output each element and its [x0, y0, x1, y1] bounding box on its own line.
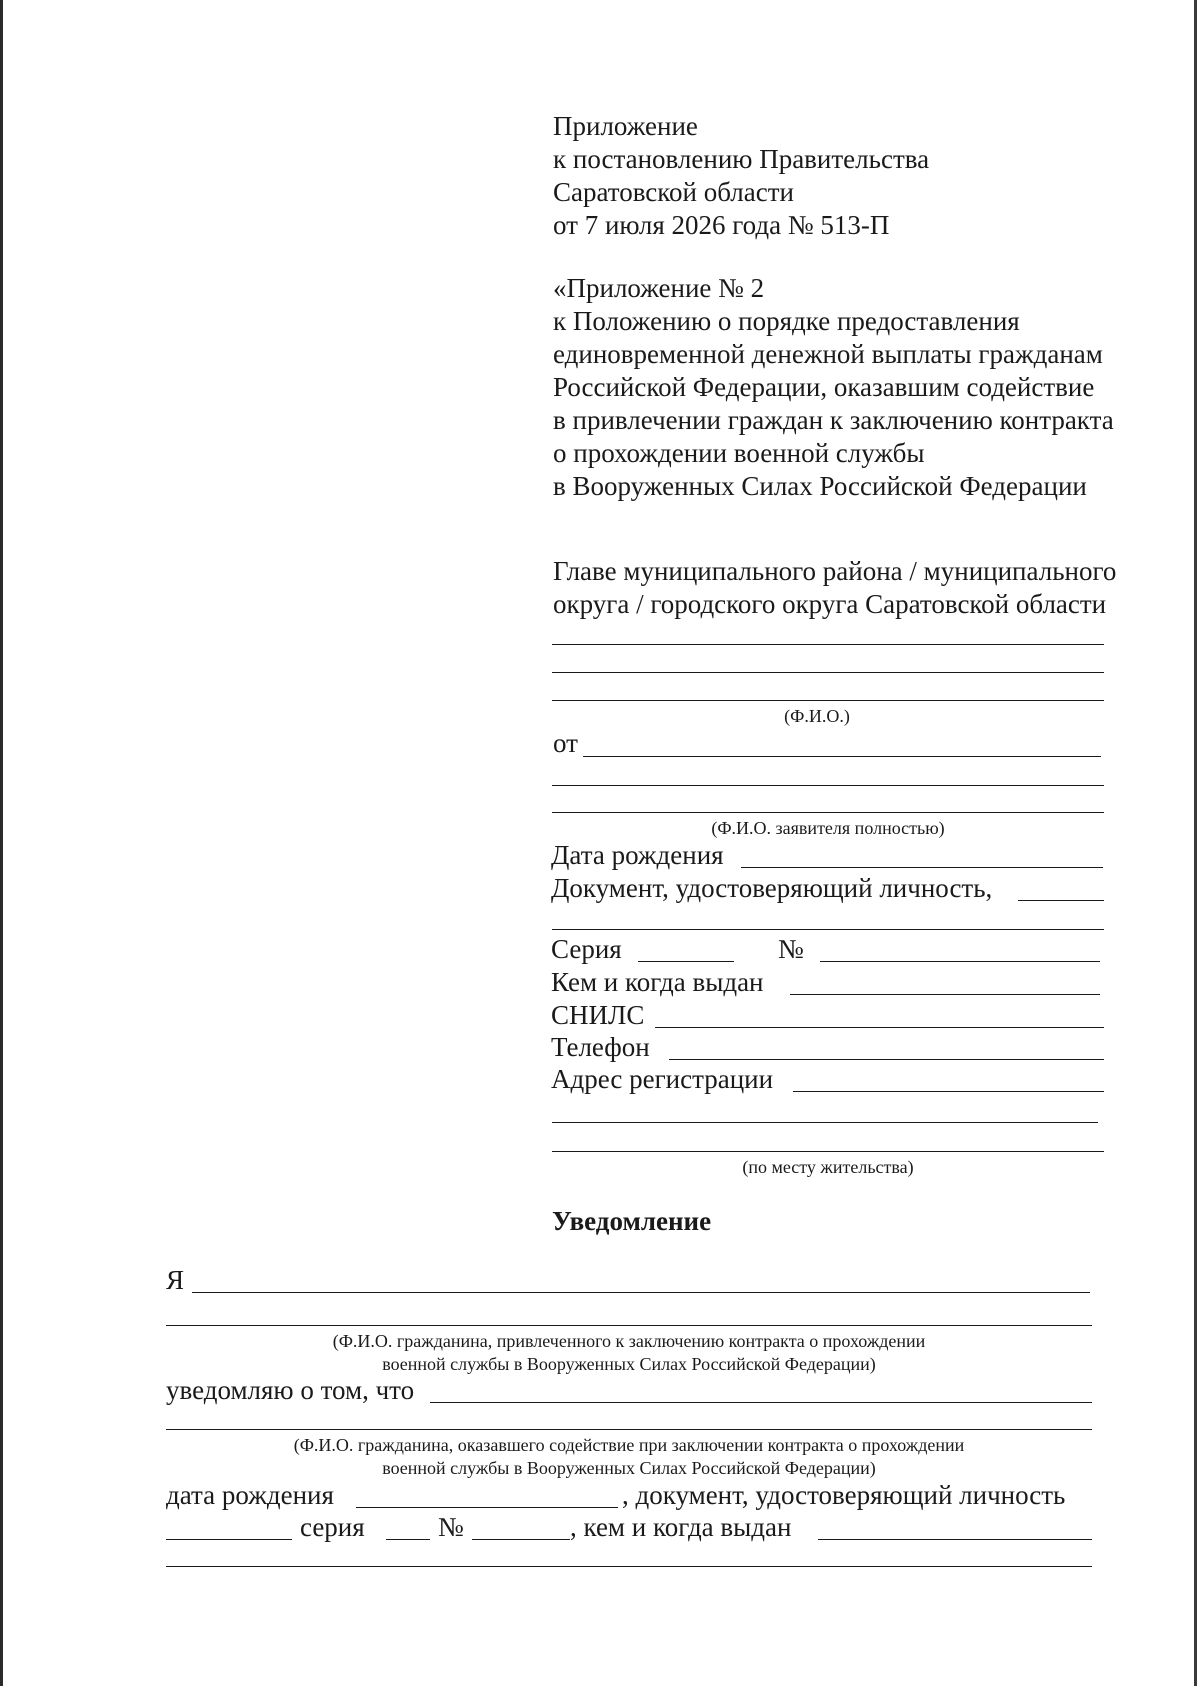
scan-left-edge — [0, 0, 3, 1686]
citizen-fio-blank[interactable] — [192, 1292, 1090, 1293]
header-line: к постановлению Правительства — [553, 144, 930, 174]
applicant-fio-blank[interactable] — [552, 785, 1104, 786]
header-line: от 7 июля 2026 года № 513-П — [553, 210, 890, 240]
header-line: Саратовской области — [553, 177, 794, 207]
notice-number-blank[interactable] — [472, 1539, 570, 1540]
notice-issued-blank[interactable] — [818, 1539, 1092, 1540]
identity-document-blank[interactable] — [1018, 900, 1104, 901]
issued-by-label: Кем и когда выдан — [551, 967, 764, 997]
applicant-fio-blank[interactable] — [552, 812, 1104, 813]
notice-document-blank[interactable] — [166, 1539, 292, 1540]
notice-issued-blank[interactable] — [166, 1566, 1092, 1567]
applicant-caption: (Ф.И.О. заявителя полностью) — [711, 818, 945, 838]
notify-label: уведомляю о том, что — [166, 1375, 415, 1405]
notice-series-blank[interactable] — [386, 1539, 430, 1540]
appendix-line: «Приложение № 2 — [553, 273, 765, 303]
citizen-caption: военной службы в Вооруженных Силах Российской Федерации) — [382, 1354, 876, 1374]
notice-birth-label: дата рождения — [166, 1480, 334, 1510]
appendix-line: о прохождении военной службы — [553, 438, 925, 468]
appendix-line: в привлечении граждан к заключению контракта — [553, 405, 1114, 435]
addressee-fio-blank[interactable] — [552, 672, 1104, 673]
citizen-fio-blank[interactable] — [166, 1325, 1092, 1326]
address-blank[interactable] — [793, 1091, 1104, 1092]
addressee-line: округа / городского округа Саратовской области — [553, 589, 1107, 619]
snils-blank[interactable] — [655, 1027, 1104, 1028]
identity-document-blank[interactable] — [552, 929, 1104, 930]
citizen-caption: (Ф.И.О. гражданина, привлеченного к заключению контракта о прохождении — [332, 1331, 926, 1351]
identity-document-label: Документ, удостоверяющий личность, — [551, 873, 993, 903]
scan-right-edge — [1194, 0, 1197, 1686]
applicant-fio-blank[interactable] — [583, 756, 1101, 757]
from-label: от — [553, 728, 578, 758]
notice-number-label: № — [438, 1512, 464, 1542]
i-label: Я — [166, 1265, 185, 1295]
assistant-caption: военной службы в Вооруженных Силах Российской Федерации) — [382, 1458, 876, 1478]
address-blank[interactable] — [552, 1151, 1104, 1152]
address-label: Адрес регистрации — [551, 1064, 774, 1094]
number-blank[interactable] — [820, 961, 1100, 962]
address-caption: (по месту жительства) — [742, 1157, 914, 1177]
number-label: № — [778, 934, 804, 964]
header-line: Приложение — [553, 111, 698, 141]
notice-birth-blank[interactable] — [356, 1507, 618, 1508]
issued-by-blank[interactable] — [790, 994, 1100, 995]
assistant-fio-blank[interactable] — [430, 1402, 1092, 1403]
appendix-line: в Вооруженных Силах Российской Федерации — [553, 471, 1087, 501]
phone-blank[interactable] — [669, 1059, 1104, 1060]
phone-label: Телефон — [551, 1032, 650, 1062]
series-blank[interactable] — [638, 961, 734, 962]
assistant-fio-blank[interactable] — [166, 1429, 1092, 1430]
appendix-line: к Положению о порядке предоставления — [553, 306, 1020, 336]
notice-series-label: серия — [300, 1512, 365, 1542]
addressee-line: Главе муниципального района / муниципального — [553, 556, 1117, 586]
birth-date-blank[interactable] — [741, 867, 1103, 868]
address-blank[interactable] — [552, 1122, 1098, 1123]
appendix-line: Российской Федерации, оказавшим содействие — [553, 372, 1095, 402]
series-label: Серия — [551, 934, 622, 964]
appendix-line: единовременной денежной выплаты гражданам — [553, 339, 1103, 369]
addressee-fio-blank[interactable] — [552, 700, 1104, 701]
notice-document-label: , документ, удостоверяющий личность — [622, 1480, 1066, 1510]
notice-issued-label: , кем и когда выдан — [570, 1512, 792, 1542]
birth-date-label: Дата рождения — [551, 840, 724, 870]
notice-title: Уведомление — [552, 1206, 712, 1236]
addressee-fio-blank[interactable] — [552, 644, 1104, 645]
assistant-caption: (Ф.И.О. гражданина, оказавшего содействие при заключении контракта о прохождении — [293, 1435, 965, 1455]
snils-label: СНИЛС — [551, 1000, 645, 1030]
fio-caption: (Ф.И.О.) — [784, 706, 850, 726]
